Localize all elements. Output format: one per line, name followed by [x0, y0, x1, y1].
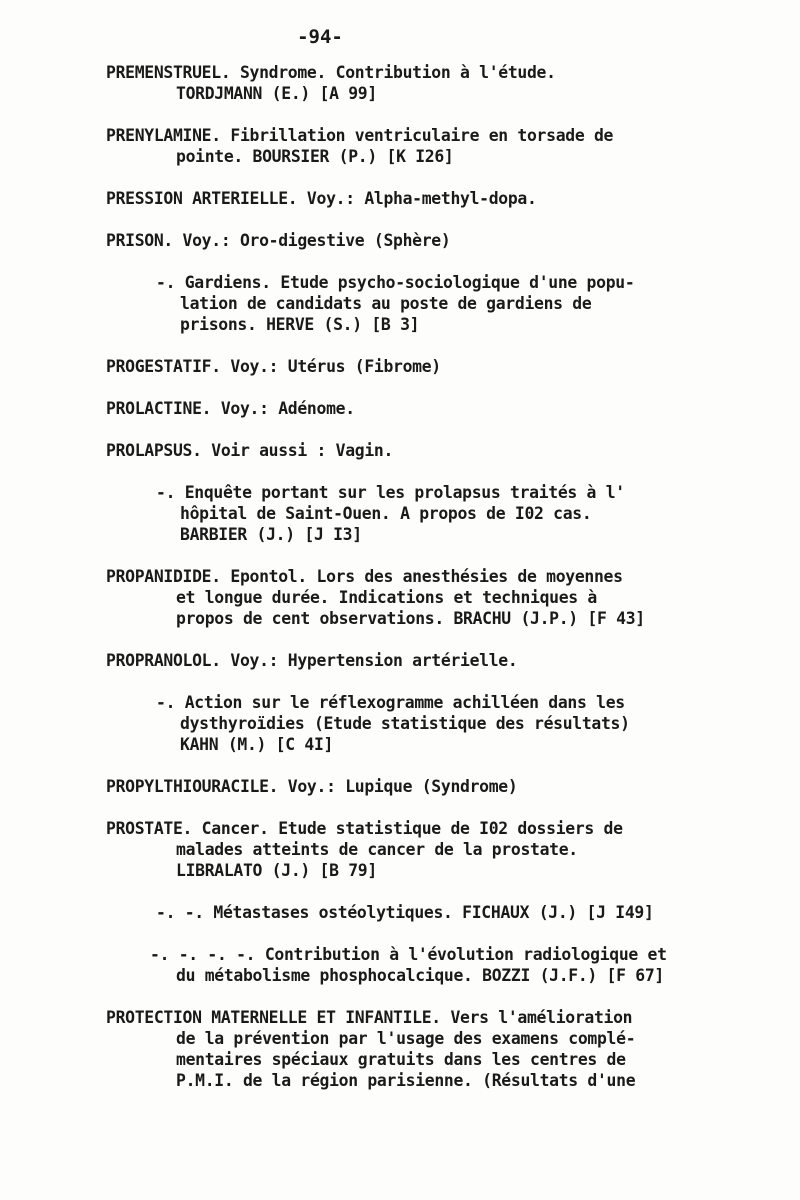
entry-line: PREMENSTRUEL. Syndrome. Contribution à l'étude. [106, 63, 556, 82]
entry-line: de la prévention par l'usage des examens complé- [176, 1029, 636, 1048]
index-entry-propanidide [106, 566, 766, 629]
entry-line: -. -. Métastases ostéolytiques. FICHAUX (J.) [J I49] [156, 903, 654, 922]
entry-line: PRESSION ARTERIELLE. Voy.: Alpha-methyl-dopa. [106, 189, 537, 208]
entry-line: P.M.I. de la région parisienne. (Résultats d'une [176, 1071, 636, 1090]
entry-line: malades atteints de cancer de la prostate. [176, 840, 578, 859]
entry-line: propos de cent observations. BRACHU (J.P.) [F 43] [176, 609, 645, 628]
entry-line: -. Enquête portant sur les prolapsus traités à l' [156, 483, 625, 502]
index-subentry-prostate-contribution [106, 944, 766, 986]
index-entry-prison [106, 230, 766, 251]
index-entry-progestatif [106, 356, 766, 377]
entry-line: prisons. HERVE (S.) [B 3] [180, 315, 420, 334]
index-entry-prenylamine [106, 125, 766, 167]
entry-line: PROPYLTHIOURACILE. Voy.: Lupique (Syndrome) [106, 777, 518, 796]
entry-line: PROLACTINE. Voy.: Adénome. [106, 399, 355, 418]
entry-line: BARBIER (J.) [J I3] [180, 525, 362, 544]
entry-line: -. Action sur le réflexogramme achilléen dans les [156, 693, 625, 712]
entry-line: et longue durée. Indications et techniques à [176, 588, 597, 607]
entry-line: -. Gardiens. Etude psycho-sociologique d'une popu- [156, 273, 635, 292]
index-entry-propranolol [106, 650, 766, 671]
entry-line: mentaires spéciaux gratuits dans les centres de [176, 1050, 626, 1069]
entry-line: PROPANIDIDE. Epontol. Lors des anesthésies de moyennes [106, 567, 623, 586]
entry-line: -. -. -. -. Contribution à l'évolution radiologique et [150, 945, 667, 964]
index-entry-prolapsus [106, 440, 766, 461]
entry-line: PROSTATE. Cancer. Etude statistique de I02 dossiers de [106, 819, 623, 838]
index-entries [106, 62, 766, 1112]
index-entry-prostate [106, 818, 766, 881]
index-subentry-propranolol-action [106, 692, 766, 755]
entry-line: LIBRALATO (J.) [B 79] [176, 861, 377, 880]
entry-line: PROLAPSUS. Voir aussi : Vagin. [106, 441, 394, 460]
index-subentry-prolapsus-enquete [106, 482, 766, 545]
index-entry-propylthiouracile [106, 776, 766, 797]
entry-line: TORDJMANN (E.) [A 99] [176, 84, 377, 103]
entry-line: PROTECTION MATERNELLE ET INFANTILE. Vers l'amélioration [106, 1008, 633, 1027]
entry-line: KAHN (M.) [C 4I] [180, 735, 334, 754]
index-entry-premenstruel [106, 62, 766, 104]
entry-line: PROPRANOLOL. Voy.: Hypertension artérielle. [106, 651, 518, 670]
entry-line: dysthyroïdies (Etude statistique des résultats) [180, 714, 630, 733]
entry-line: PRISON. Voy.: Oro-digestive (Sphère) [106, 231, 451, 250]
entry-line: lation de candidats au poste de gardiens de [180, 294, 592, 313]
entry-line: hôpital de Saint-Ouen. A propos de I02 cas. [180, 504, 592, 523]
entry-line: du métabolisme phosphocalcique. BOZZI (J.F.) [F 67] [176, 966, 664, 985]
index-entry-protection-maternelle [106, 1007, 766, 1091]
entry-line: PROGESTATIF. Voy.: Utérus (Fibrome) [106, 357, 441, 376]
index-entry-pression-arterielle [106, 188, 766, 209]
index-subentry-prostate-metastases [106, 902, 766, 923]
index-subentry-prison-gardiens [106, 272, 766, 335]
index-entry-prolactine [106, 398, 766, 419]
entry-line: PRENYLAMINE. Fibrillation ventriculaire en torsade de [106, 126, 614, 145]
page-number: -94- [297, 26, 343, 48]
entry-line: pointe. BOURSIER (P.) [K I26] [176, 147, 454, 166]
